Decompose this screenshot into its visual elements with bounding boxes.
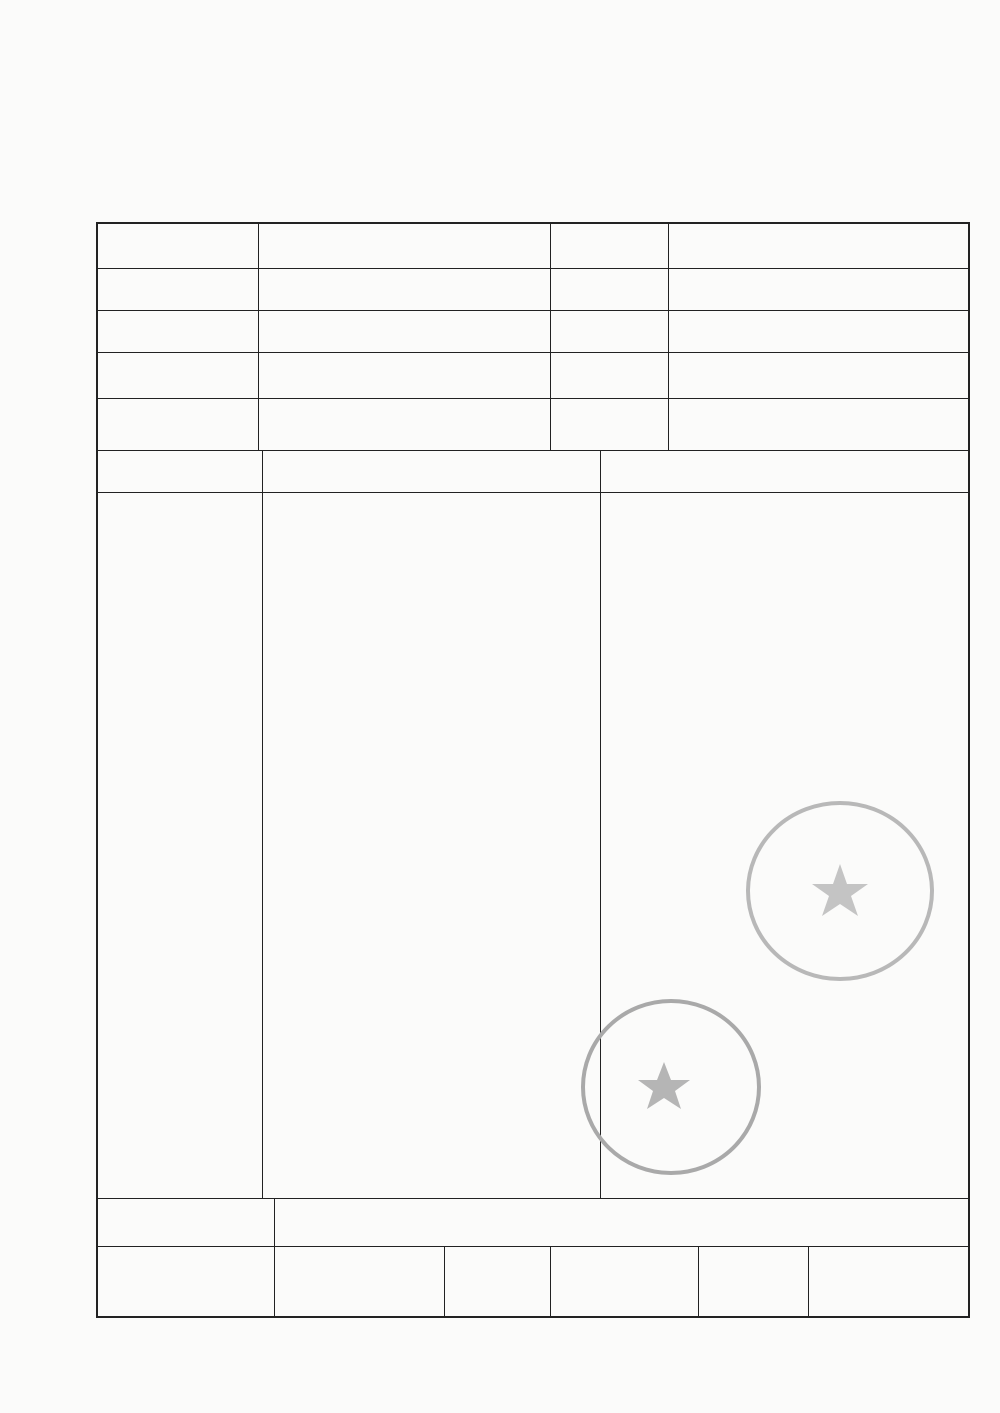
basis-label [550,398,668,450]
inspector-label [698,1246,808,1316]
basis-value [674,398,964,450]
quantity-label [98,310,258,352]
qa-signature [274,1246,444,1316]
spec-label [98,268,258,310]
reviewer-signature [550,1246,698,1316]
dept-value [668,310,968,352]
dosage-form-label [550,224,668,268]
package-label [98,398,258,450]
quantity-value [258,310,550,352]
dept-label [550,310,668,352]
report-date-label [550,352,668,398]
result-row-value [638,520,798,550]
pharma-seal-stamp [576,992,766,1182]
result-row-standard [262,524,600,554]
inspector-signature [808,1246,968,1316]
inspect-date-value [258,352,550,398]
spec-value [258,268,550,310]
package-value [258,398,550,450]
item-header [98,450,262,492]
product-name-value [258,224,550,268]
product-name-label [98,224,258,268]
qa-label [98,1246,274,1316]
result-header [600,450,968,492]
inspect-date-label [98,352,258,398]
conclusion-text [278,1198,968,1246]
company-seal-stamp [740,796,940,986]
result-row-item [108,528,208,558]
dosage-form-value [668,224,968,268]
report-date-value [668,352,968,398]
standard-header [262,450,600,492]
report-table [96,222,970,1318]
conclusion-label [98,1198,274,1246]
batch-label [550,268,668,310]
batch-value [668,268,968,310]
reviewer-label [444,1246,550,1316]
